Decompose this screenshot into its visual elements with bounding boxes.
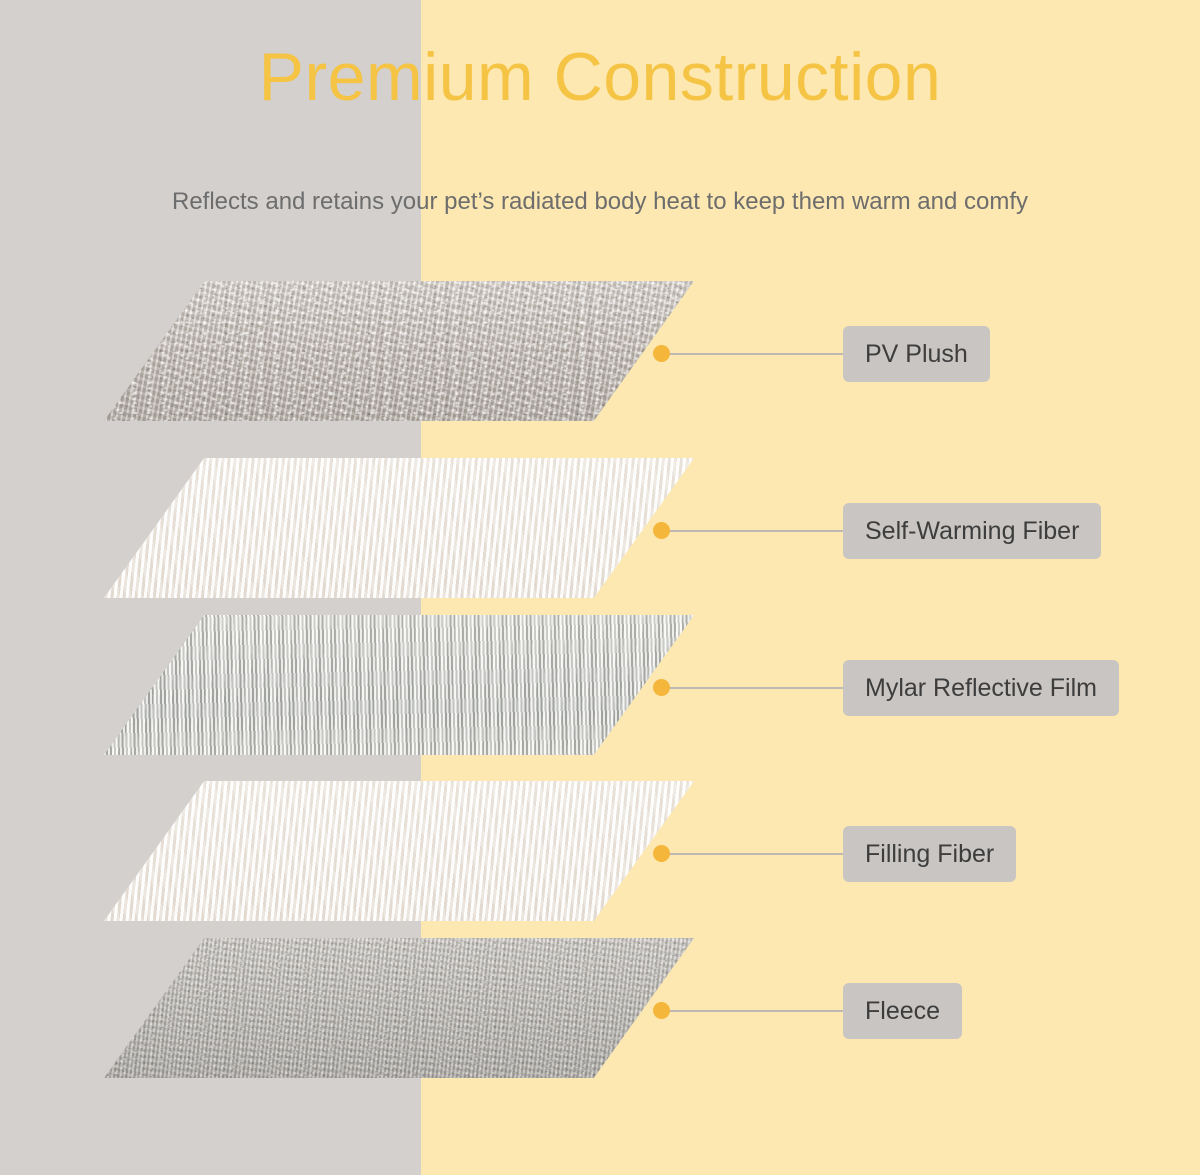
layer-label-4[interactable]: Filling Fiber bbox=[843, 826, 1016, 882]
page-subtitle: Reflects and retains your pet’s radiated body heat to keep them warm and comfy bbox=[171, 188, 1029, 215]
callout-dot-2 bbox=[653, 522, 670, 539]
layer-slab-4 bbox=[104, 781, 694, 921]
callout-line-1 bbox=[661, 353, 851, 355]
layer-slab-5 bbox=[104, 938, 694, 1078]
callout-line-4 bbox=[661, 853, 851, 855]
layer-slab-3 bbox=[104, 615, 694, 755]
callout-dot-4 bbox=[653, 845, 670, 862]
page-title: Premium Construction bbox=[258, 39, 942, 115]
callout-line-5 bbox=[661, 1010, 851, 1012]
layer-texture-self-warming-fiber bbox=[104, 458, 694, 598]
layer-texture-fleece bbox=[104, 938, 694, 1078]
layer-label-2[interactable]: Self-Warming Fiber bbox=[843, 503, 1101, 559]
callout-dot-5 bbox=[653, 1002, 670, 1019]
callout-line-2 bbox=[661, 530, 851, 532]
layer-slab-2 bbox=[104, 458, 694, 598]
layer-label-3[interactable]: Mylar Reflective Film bbox=[843, 660, 1119, 716]
layer-label-5[interactable]: Fleece bbox=[843, 983, 962, 1039]
callout-dot-1 bbox=[653, 345, 670, 362]
layer-texture-filling-fiber bbox=[104, 781, 694, 921]
callout-dot-3 bbox=[653, 679, 670, 696]
layer-texture-mylar-reflective-film bbox=[104, 615, 694, 755]
layer-label-1[interactable]: PV Plush bbox=[843, 326, 990, 382]
layer-texture-pv-plush bbox=[104, 281, 694, 421]
callout-line-3 bbox=[661, 687, 851, 689]
layer-slab-1 bbox=[104, 281, 694, 421]
